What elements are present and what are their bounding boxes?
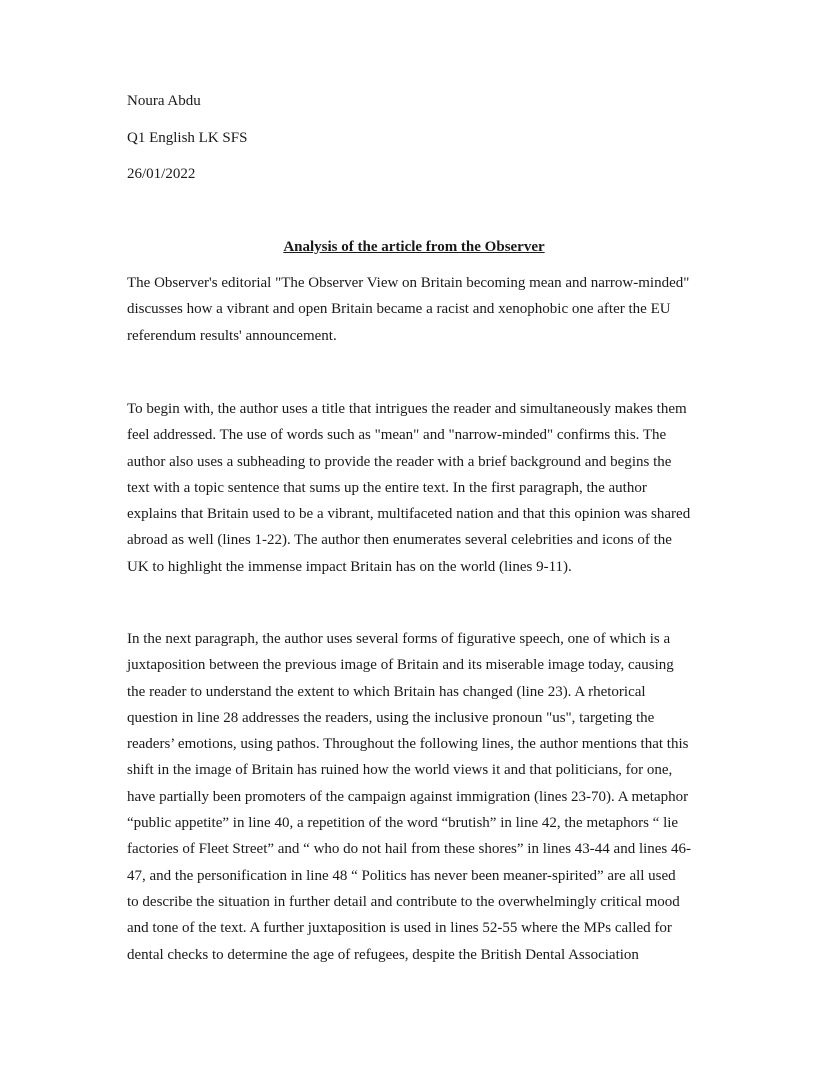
paragraph-line: “public appetite” in line 40, a repetition of the word “brutish” in line 42, the metaphors “ lie <box>127 815 679 832</box>
paragraph-figurative-speech <box>127 626 707 968</box>
paragraph-line: feel addressed. The use of words such as "mean" and "narrow-minded" confirms this. The <box>127 427 667 444</box>
paragraph-line: the reader to understand the extent to which Britain has changed (line 23). A rhetorical <box>127 683 646 700</box>
paragraph-line: 47, and the personification in line 48 “ Politics has never been meaner-spirited” are all used <box>127 867 676 884</box>
paragraph-line: have partially been promoters of the campaign against immigration (lines 23-70). A metaphor <box>127 788 689 805</box>
paragraph-line: In the next paragraph, the author uses several forms of figurative speech, one of which is a <box>127 631 671 647</box>
paragraph-line: To begin with, the author uses a title that intrigues the reader and simultaneously makes them <box>127 401 687 417</box>
author-name: Noura Abdu <box>127 93 201 109</box>
paragraph-line: juxtaposition between the previous image of Britain and its miserable image today, causing <box>127 657 674 674</box>
course-label: Q1 English LK SFS <box>127 130 248 146</box>
paragraph-title-analysis <box>127 396 707 580</box>
paragraph-line: to describe the situation in further detail and contribute to the overwhelmingly critical mood <box>127 893 680 910</box>
document-title: Analysis of the article from the Observer <box>283 239 545 255</box>
paragraph-line: readers’ emotions, using pathos. Throughout the following lines, the author mentions that this <box>127 736 689 753</box>
paragraph-line: shift in the image of Britain has ruined how the world views it and that politicians, for one, <box>127 762 673 779</box>
paragraph-line: text with a topic sentence that sums up the entire text. In the first paragraph, the author <box>127 479 647 496</box>
paragraph-line: and tone of the text. A further juxtaposition is used in lines 52-55 where the MPs called for <box>127 920 672 937</box>
document-date: 26/01/2022 <box>127 166 196 182</box>
paragraph-line: The Observer's editorial "The Observer View on Britain becoming mean and narrow-minded" <box>127 275 690 291</box>
paragraph-line: explains that Britain used to be a vibrant, multifaceted nation and that this opinion was shared <box>127 506 691 523</box>
paragraph-line: author also uses a subheading to provide the reader with a brief background and begins the <box>127 453 672 470</box>
paragraph-line: discusses how a vibrant and open Britain became a racist and xenophobic one after the EU <box>127 301 671 318</box>
paragraph-line: referendum results' announcement. <box>127 327 337 344</box>
paragraph-line: dental checks to determine the age of refugees, despite the British Dental Association <box>127 946 639 963</box>
paragraph-intro <box>127 270 707 349</box>
paragraph-line: factories of Fleet Street” and “ who do not hail from these shores” in lines 43-44 and lines 46- <box>127 841 692 858</box>
paragraph-line: abroad as well (lines 1-22). The author then enumerates several celebrities and icons of the <box>127 532 672 549</box>
paragraph-line: UK to highlight the immense impact Britain has on the world (lines 9-11). <box>127 558 572 575</box>
paragraph-line: question in line 28 addresses the readers, using the inclusive pronoun "us", targeting the <box>127 709 655 726</box>
